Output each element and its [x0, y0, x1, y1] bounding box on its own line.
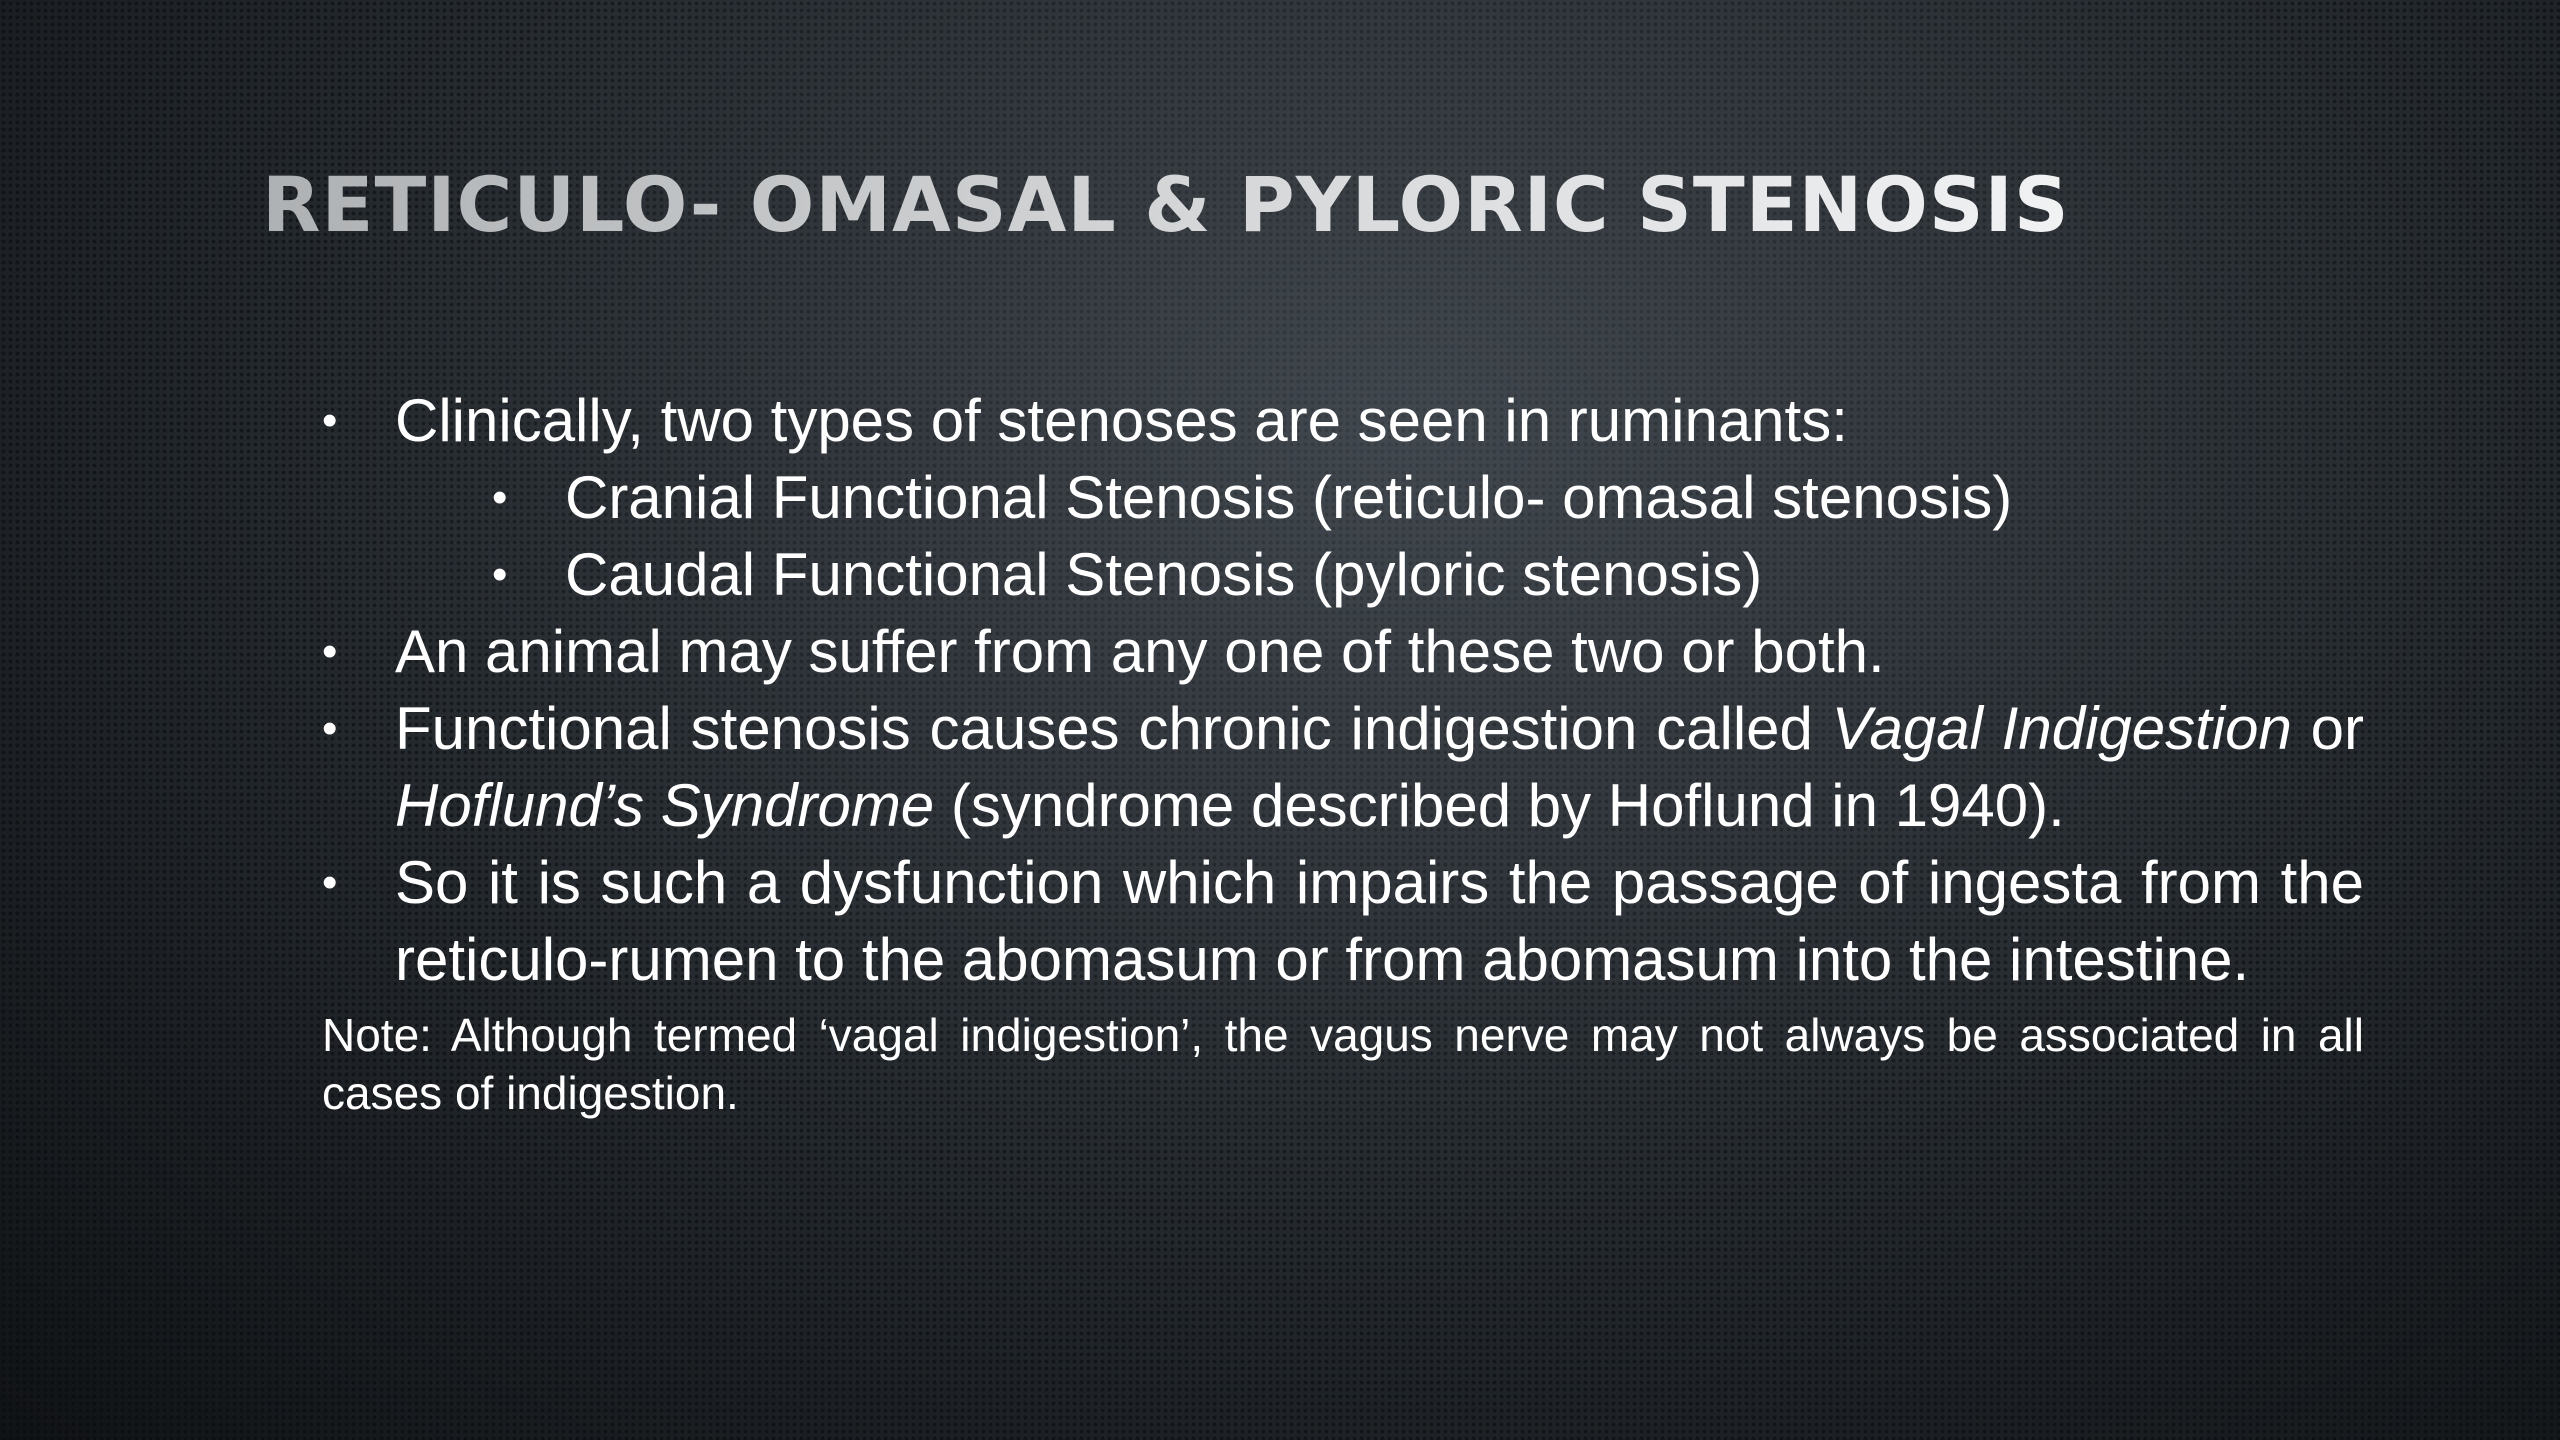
bullet-item-animal-suffer: [322, 613, 2364, 690]
bullet-icon: •: [322, 627, 338, 676]
slide-content: [322, 382, 2364, 1122]
slide-title: RETICULO- OMASAL & PYLORIC STENOSIS: [262, 160, 2070, 249]
bullet-icon: •: [492, 550, 508, 599]
term-vagal-indigestion: Vagal Indigestion: [1831, 695, 2292, 762]
bullet-item-stenoses-types: [322, 382, 2364, 613]
bullet-icon: •: [492, 473, 508, 522]
sub-bullet-item-cranial: [395, 459, 2364, 536]
term-hoflunds-syndrome: Hoflund’s Syndrome: [395, 772, 935, 839]
sub-bullet-text: Caudal Functional Stenosis (pyloric stenosis): [565, 541, 1763, 608]
bullet-item-dysfunction: [322, 844, 2364, 998]
sub-bullet-list: [395, 459, 2364, 613]
bullet-item-vagal-indigestion: [322, 690, 2364, 844]
bullet-text: An animal may suffer from any one of these two or both.: [395, 618, 1885, 685]
bullet-text: So it is such a dysfunction which impairs the passage of ingesta from the reticulo-rumen to the abomasum or from abomasum into the intestine.: [395, 849, 2364, 993]
bullet-text-part: (syndrome described by Hoflund in 1940).: [934, 772, 2065, 839]
bullet-text: Clinically, two types of stenoses are seen in ruminants:: [395, 387, 1848, 454]
sub-bullet-text: Cranial Functional Stenosis (reticulo- omasal stenosis): [565, 464, 2013, 531]
bullet-icon: •: [322, 858, 338, 907]
bullet-icon: •: [322, 396, 338, 445]
bullet-list: [322, 382, 2364, 998]
bullet-text-part: Functional stenosis causes chronic indigestion called: [395, 695, 1832, 762]
sub-bullet-item-caudal: [395, 536, 2364, 613]
bullet-text-part: or: [2291, 695, 2364, 762]
bullet-icon: •: [322, 704, 338, 753]
slide-note: Note: Although termed ‘vagal indigestion’, the vagus nerve may not always be associated in all cases of indigestion.: [322, 1009, 2364, 1119]
